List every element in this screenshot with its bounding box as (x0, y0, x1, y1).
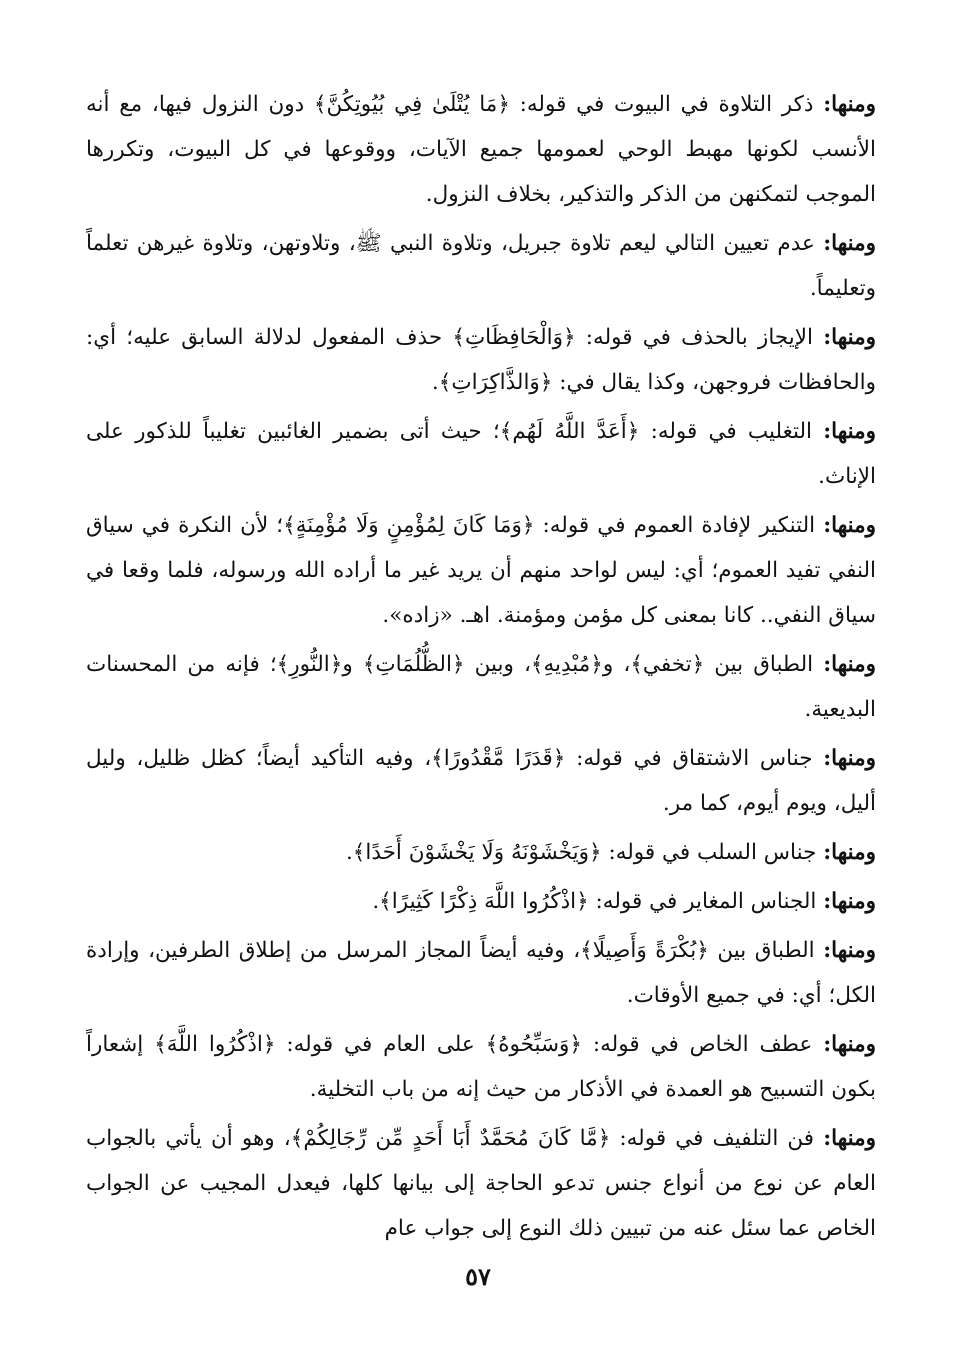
paragraph-11 (86, 1022, 876, 1112)
paragraph-lead: ومنها: (823, 1032, 876, 1057)
paragraph-lead: ومنها: (823, 889, 876, 914)
paragraph-12 (86, 1116, 876, 1251)
paragraph-6 (86, 642, 876, 732)
paragraph-text: التغليب في قوله: ﴿أَعَدَّ اللَّهُ لَهُم﴾؛ حيث أتى بضمير الغائبين تغليباً للذكور على الإناث. (86, 419, 876, 489)
paragraph-lead: ومنها: (823, 652, 876, 677)
paragraph-lead: ومنها: (823, 419, 876, 444)
paragraph-lead: ومنها: (823, 231, 876, 256)
paragraph-1 (86, 82, 876, 217)
paragraph-lead: ومنها: (823, 325, 876, 350)
paragraph-lead: ومنها: (823, 513, 876, 538)
page-body (86, 82, 876, 1255)
paragraph-text: جناس السلب في قوله: ﴿وَيَخْشَوْنَهُ وَلَا يَخْشَوْنَ أَحَدًا﴾. (345, 840, 824, 865)
paragraph-text: الطباق بين ﴿تخفي﴾، و﴿مُبْدِيهِ﴾، وبين ﴿الظُّلُمَاتِ﴾ و﴿النُّورِ﴾؛ فإنه من المحسنات البديعية. (86, 652, 876, 722)
paragraph-3 (86, 315, 876, 405)
paragraph-lead: ومنها: (823, 938, 876, 963)
paragraph-8 (86, 830, 876, 875)
paragraph-10 (86, 928, 876, 1018)
paragraph-text: عطف الخاص في قوله: ﴿وَسَبِّحُوهُ﴾ على العام في قوله: ﴿اذْكُرُوا اللَّهَ﴾ إشعاراً بكون التسبيح هو العمدة في الأذكار من حيث إنه من باب التخلية. (86, 1032, 876, 1102)
paragraph-text: عدم تعيين التالي ليعم تلاوة جبريل، وتلاوة النبي ﷺ، وتلاوتهن، وتلاوة غيرهن تعلماً وتعليماً. (86, 231, 876, 301)
paragraph-text: ذكر التلاوة في البيوت في قوله: ﴿مَا يُتْلَىٰ فِي بُيُوتِكُنَّ﴾ دون النزول فيها، مع أنه الأنسب لكونها مهبط الوحي لعمومها جميع الآيات، ووقوعها في كل البيوت، وتكررها الموجب لتمكنهن من الذكر والتذكير، بخلاف النزول. (86, 92, 876, 207)
paragraph-lead: ومنها: (823, 92, 876, 117)
paragraph-text: جناس الاشتقاق في قوله: ﴿قَدَرًا مَّقْدُورًا﴾، وفيه التأكيد أيضاً؛ كظل ظليل، وليل أليل، ويوم أيوم، كما مر. (86, 746, 876, 816)
paragraph-2 (86, 221, 876, 311)
paragraph-text: الجناس المغاير في قوله: ﴿اذْكُرُوا اللَّهَ ذِكْرًا كَثِيرًا﴾. (372, 889, 824, 914)
paragraph-text: الإيجاز بالحذف في قوله: ﴿وَالْحَافِظَاتِ﴾ حذف المفعول لدلالة السابق عليه؛ أي: والحافظات فروجهن، وكذا يقال في: ﴿وَالذَّاكِرَاتِ﴾. (86, 325, 876, 395)
paragraph-lead: ومنها: (823, 840, 876, 865)
paragraph-text: فن التلفيف في قوله: ﴿مَّا كَانَ مُحَمَّدٌ أَبَا أَحَدٍ مِّن رِّجَالِكُمْ﴾، وهو أن يأتي بالجواب العام عن نوع من أنواع جنس تدعو الحاجة إلى بيانها كلها، فيعدل المجيب عن الجواب الخاص عما سئل عنه من تبيين ذلك النوع إلى جواب عام (86, 1126, 876, 1241)
paragraph-lead: ومنها: (823, 746, 876, 771)
paragraph-5 (86, 503, 876, 638)
paragraph-4 (86, 409, 876, 499)
paragraph-text: الطباق بين ﴿بُكْرَةً وَأَصِيلًا﴾، وفيه أيضاً المجاز المرسل من إطلاق الطرفين، وإرادة الكل؛ أي: في جميع الأوقات. (86, 938, 876, 1008)
paragraph-7 (86, 736, 876, 826)
paragraph-lead: ومنها: (823, 1126, 876, 1151)
paragraph-9 (86, 879, 876, 924)
page-number: ٥٧ (465, 1262, 491, 1291)
paragraph-text: التنكير لإفادة العموم في قوله: ﴿وَمَا كَانَ لِمُؤْمِنٍ وَلَا مُؤْمِنَةٍ﴾؛ لأن النكرة في سياق النفي تفيد العموم؛ أي: ليس لواحد منهم أن يريد غير ما أراده الله ورسوله، فلما وقعا في سياق النفي.. كانا بمعنى كل مؤمن ومؤمنة. اهـ. «زاده». (86, 513, 876, 628)
